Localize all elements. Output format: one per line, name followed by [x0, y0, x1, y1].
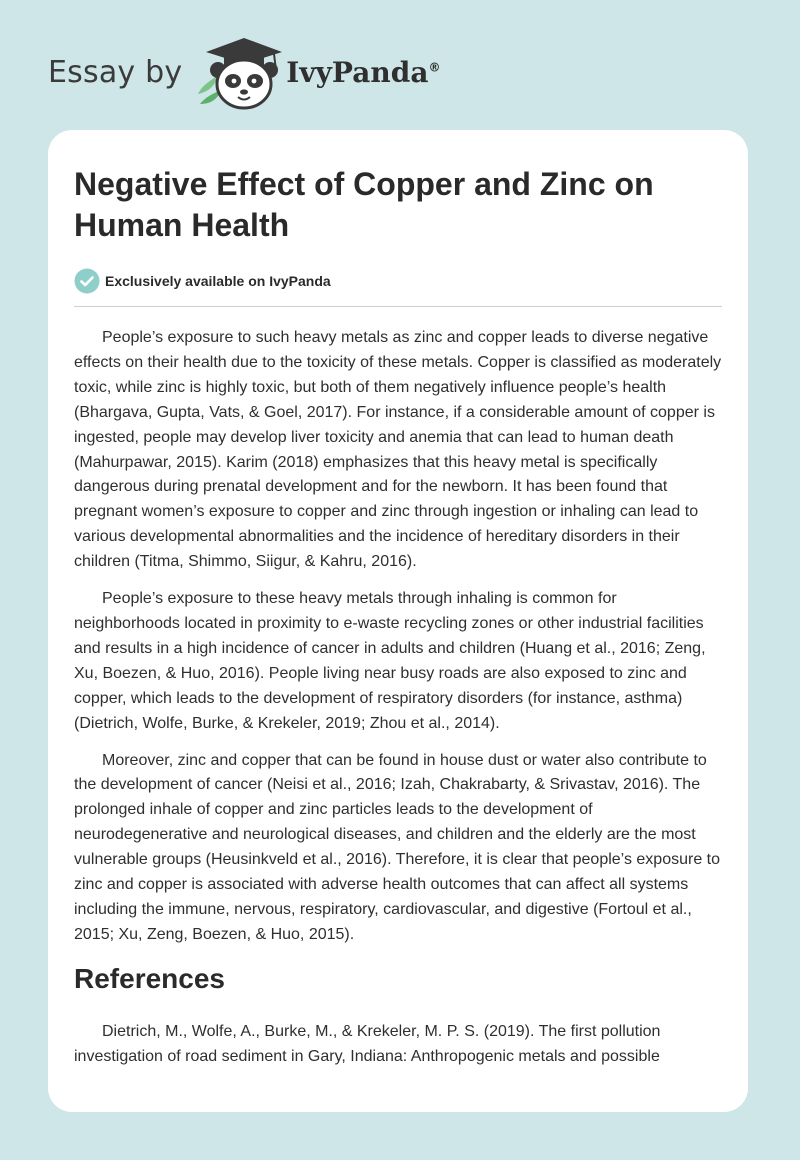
essay-paragraph: Moreover, zinc and copper that can be found in house dust or water also contribute to the development of cancer (Neisi et al., 2016; Izah, Chakrabarty, & Srivastav, 2016). The prolonged inhale of copper and zinc particles leads to the development of neurodegenerative and neurological diseases, and children and the elderly are the most vulnerable groups (Heusinkveld et al., 2016). Therefore, it is clear that people’s exposure to zinc and copper is associated with adverse health outcomes that can affect all systems including the immune, nervous, respiratory, cardiovascular, and digestive (Fortoul et al., 2015; Xu, Zeng, Boezen, & Huo, 2015). [74, 751, 720, 943]
exclusive-badge [74, 268, 722, 294]
panda-graduate-logo-icon [194, 34, 284, 110]
brand-name [286, 56, 440, 89]
references-list [74, 1020, 722, 1070]
references-heading: References [74, 962, 225, 994]
divider [74, 306, 722, 307]
badge-text: Exclusively available on IvyPanda [105, 273, 331, 289]
registered-mark: ® [428, 60, 441, 75]
site-brand[interactable] [48, 34, 440, 110]
essay-paragraph: People’s exposure to such heavy metals as zinc and copper leads to diverse negative effects on their health due to the toxicity of these metals. Copper is classified as moderately toxic, while zinc is highly toxic, but both of them negatively influence people’s health (Bhargava, Gupta, Vats, & Goel, 2017). For instance, if a considerable amount of copper is ingested, people may develop liver toxicity and anemia that can lead to human death (Mahurpawar, 2015). Karim (2018) emphasizes that this heavy metal is specifically dangerous during prenatal development and for the newborn. It has been found that pregnant women’s exposure to copper and zinc through ingestion or inhaling can lead to various developmental abnormalities and the incidence of hereditary disorders in their children (Titma, Shimmo, Siigur, & Kahru, 2016). [74, 329, 722, 571]
brand-name-text: IvyPanda [286, 55, 429, 89]
essay-title: Negative Effect of Copper and Zinc on Human Health [74, 166, 654, 243]
essay-body [74, 326, 722, 948]
essay-card [48, 130, 748, 1112]
check-circle-icon [74, 268, 100, 294]
brand-prefix: Essay by [48, 54, 183, 90]
reference-entry: Dietrich, M., Wolfe, A., Burke, M., & Krekeler, M. P. S. (2019). The first pollution investigation of road sediment in Gary, Indiana: Anthropogenic metals and possible [74, 1022, 661, 1065]
essay-paragraph: People’s exposure to these heavy metals through inhaling is common for neighborhoods located in proximity to e-waste recycling zones or other industrial facilities and results in a high incidence of cancer in adults and children (Huang et al., 2016; Zeng, Xu, Boezen, & Huo, 2016). People living near busy roads are also exposed to zinc and copper, which leads to the development of respiratory disorders (for instance, asthma) (Dietrich, Wolfe, Burke, & Krekeler, 2019; Zhou et al., 2014). [74, 590, 706, 732]
